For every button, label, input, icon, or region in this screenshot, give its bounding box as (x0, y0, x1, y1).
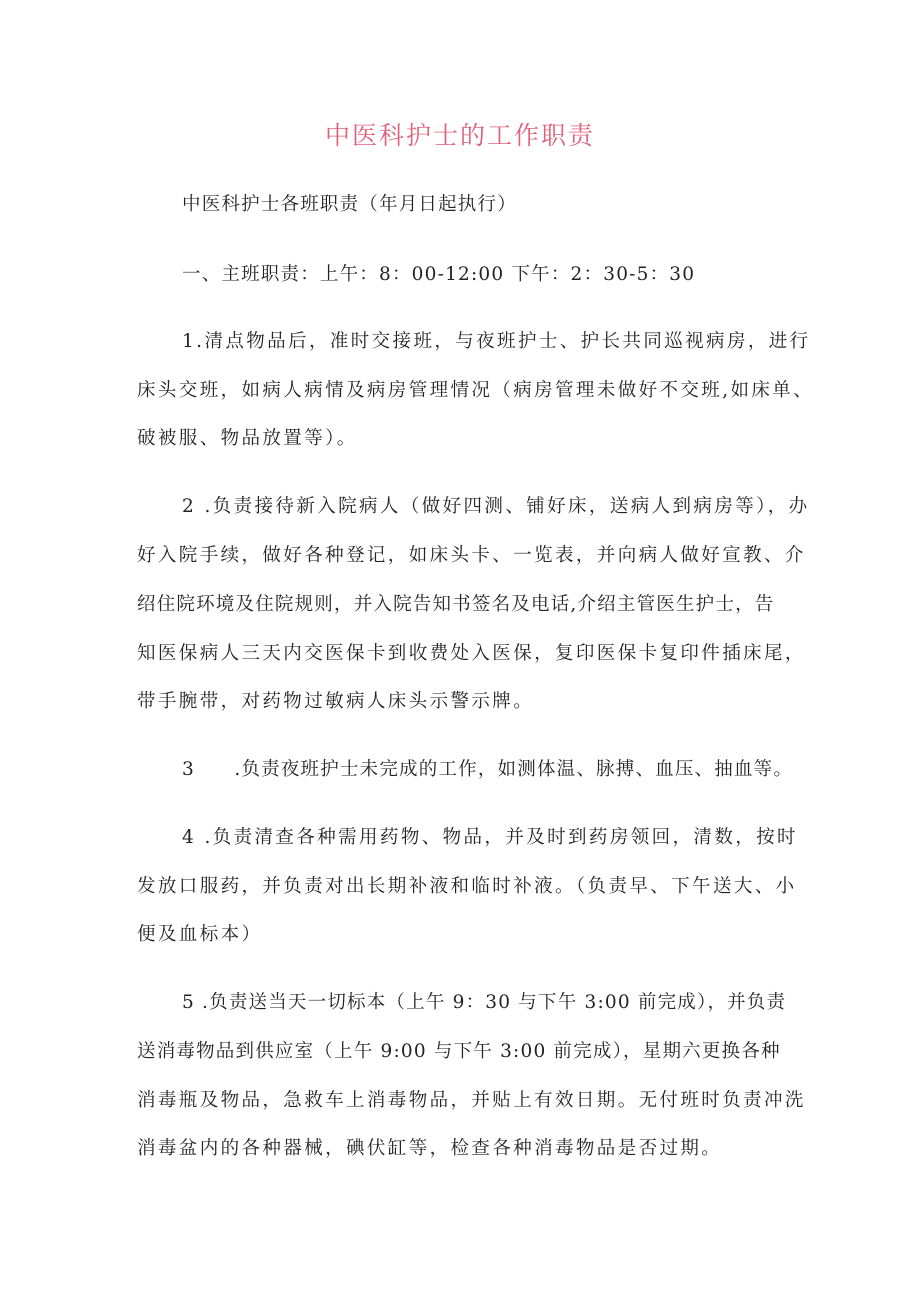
paragraph-2-line-4: 知医保病人三天内交医保卡到收费处入医保，复印医保卡复印件插床尾， (137, 643, 806, 664)
paragraph-4-line-3: 便及血标本） (137, 924, 263, 945)
paragraph-4-line-2: 发放口服药，并负责对出长期补液和临时补液。（负责早、下午送大、小 (137, 876, 797, 897)
paragraph-5-line-3: 消毒瓶及物品，急救车上消毒物品，并贴上有效日期。无付班时负责冲洗 (137, 1090, 806, 1111)
paragraph-5-line-1: 5 .负责送当天一切标本（上午 9：30 与下午 3:00 前完成），并负责 (182, 992, 787, 1013)
paragraph-2-line-1: 2 .负责接待新入院病人（做好四测、铺好床，送病人到病房等），办 (182, 496, 810, 517)
paragraph-2-line-3: 绍住院环境及住院规则，并入院告知书签名及电话,介绍主管医生护士，告 (137, 594, 775, 615)
paragraph-3-line-1: 3 .负责夜班护士未完成的工作，如测体温、脉搏、血压、抽血等。 (182, 759, 794, 780)
paragraph-2-line-2: 好入院手续，做好各种登记，如床头卡、一览表，并向病人做好宣教、介 (137, 545, 806, 566)
subtitle: 中医科护士各班职责（年月日起执行） (182, 194, 517, 215)
paragraph-1-line-1: 1.清点物品后，准时交接班，与夜班护士、护长共同巡视病房，进行 (182, 331, 811, 352)
paragraph-5-line-4: 消毒盆内的各种器械，碘伏缸等，检查各种消毒物品是否过期。 (137, 1138, 723, 1159)
page-title: 中医科护士的工作职责 (324, 121, 595, 150)
paragraph-1-line-3: 破被服、物品放置等）。 (137, 428, 358, 449)
paragraph-4-line-1: 4 .负责清查各种需用药物、物品，并及时到药房领回，清数，按时 (182, 827, 798, 848)
paragraph-5-line-2: 送消毒物品到供应室（上午 9:00 与下午 3:00 前完成），星期六更换各种 (137, 1041, 781, 1062)
section-heading: 一、主班职责：上午：8：00-12:00 下午：2：30-5：30 (182, 264, 696, 285)
paragraph-1-line-2: 床头交班，如病人病情及病房管理情况（病房管理未做好不交班,如床单、 (137, 380, 815, 401)
paragraph-2-line-5: 带手腕带，对药物过敏病人床头示警示牌。 (137, 691, 535, 712)
